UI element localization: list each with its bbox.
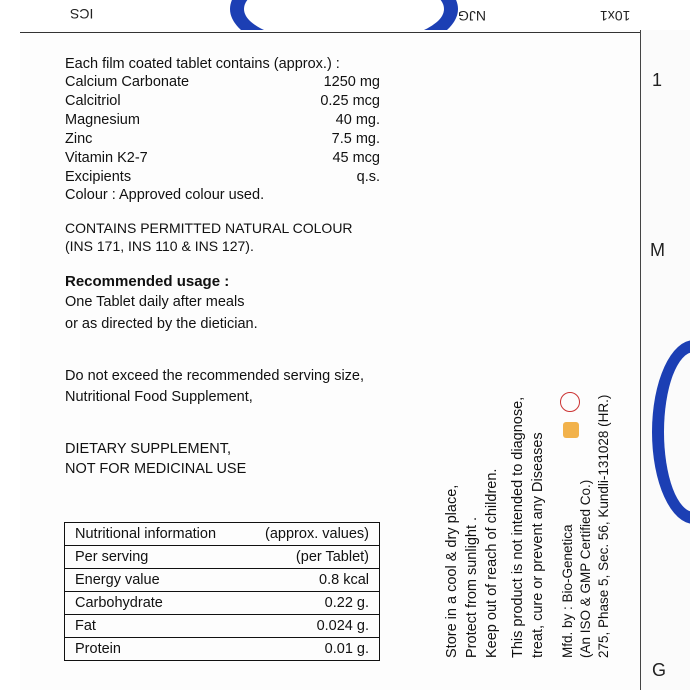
manufacturer-line3: 275, Phase 5, Sec. 56, Kundli-131028 (HR.) [596, 394, 611, 658]
disclaimer-line1: This product is not intended to diagnose, [510, 396, 526, 658]
warning-line2: Nutritional Food Supplement, [65, 389, 253, 405]
ingredient-name: Zinc [65, 131, 93, 147]
colour-statement: Colour : Approved colour used. [65, 187, 265, 203]
storage-line3: Keep out of reach of children. [484, 468, 500, 658]
ingredient-row [65, 130, 380, 148]
ingredient-amount: q.s. [356, 169, 380, 185]
nutrition-value: 0.22 g. [242, 592, 379, 615]
nutrition-label: Nutritional information [65, 523, 243, 546]
top-edge-text-right: 10x1 [600, 8, 631, 24]
usage-line1: One Tablet daily after meals [65, 294, 245, 310]
colour-note-line2: (INS 171, INS 110 & INS 127). [65, 238, 254, 254]
ingredient-row [65, 149, 380, 167]
nutrition-label: Carbohydrate [65, 592, 243, 615]
storage-line2: Protect from sunlight . [464, 516, 480, 658]
table-row [65, 569, 380, 592]
ingredient-amount: 0.25 mcg [320, 93, 380, 109]
nutrition-value: (approx. values) [242, 523, 379, 546]
ingredient-name: Vitamin K2-7 [65, 150, 148, 166]
nutrition-value: 0.8 kcal [242, 569, 379, 592]
certification-logo-icon [560, 392, 580, 412]
ingredient-amount: 1250 mg [323, 74, 380, 90]
storage-line1: Store in a cool & dry place, [444, 484, 460, 658]
side-text-1: 1 [652, 70, 663, 90]
nutrition-value: (per Tablet) [242, 546, 379, 569]
dietary-line2: NOT FOR MEDICINAL USE [65, 461, 247, 477]
ingredient-row [65, 73, 380, 91]
nutrition-label: Energy value [65, 569, 243, 592]
nutrition-label: Per serving [65, 546, 243, 569]
ingredient-name: Excipients [65, 169, 132, 185]
table-row [65, 638, 380, 661]
ingredient-amount: 40 mg. [335, 112, 380, 128]
table-row [65, 546, 380, 569]
nutrition-value: 0.01 g. [242, 638, 379, 661]
disclaimer-line2: treat, cure or prevent any Diseases [530, 432, 546, 658]
warning-line1: Do not exceed the recommended serving size, [65, 368, 365, 384]
table-row [65, 592, 380, 615]
ingredient-row [65, 111, 380, 129]
ingredient-row [65, 168, 380, 186]
quality-logo-icon [563, 422, 579, 438]
colour-note-line1: CONTAINS PERMITTED NATURAL COLOUR [65, 220, 353, 236]
top-edge-text-left: ICS [70, 6, 94, 22]
nutrition-value: 0.024 g. [242, 615, 379, 638]
nutrition-label: Fat [65, 615, 243, 638]
table-row [65, 615, 380, 638]
table-row [65, 523, 380, 546]
ingredient-amount: 45 mcg [332, 150, 380, 166]
top-edge-text-mid: NJG [458, 8, 486, 24]
usage-heading: Recommended usage : [65, 273, 230, 290]
ingredient-name: Magnesium [65, 112, 140, 128]
nutrition-label: Protein [65, 638, 243, 661]
ingredient-name: Calcium Carbonate [65, 74, 190, 90]
box-top-divider [20, 32, 640, 33]
side-text-2: M [650, 240, 665, 260]
nutrition-table [64, 522, 380, 661]
ingredient-amount: 7.5 mg. [331, 131, 380, 147]
usage-line2: or as directed by the dietician. [65, 316, 258, 332]
ingredient-row [65, 92, 380, 110]
ingredient-name: Calcitriol [65, 93, 121, 109]
side-text-3: G [652, 660, 667, 680]
manufacturer-line1: Mfd. by : Bio-Genetica [560, 524, 575, 658]
manufacturer-line2: (An ISO & GMP Certified Co.) [578, 479, 593, 658]
dietary-line1: DIETARY SUPPLEMENT, [65, 441, 231, 457]
composition-heading: Each film coated tablet contains (approx.) : [65, 56, 340, 72]
